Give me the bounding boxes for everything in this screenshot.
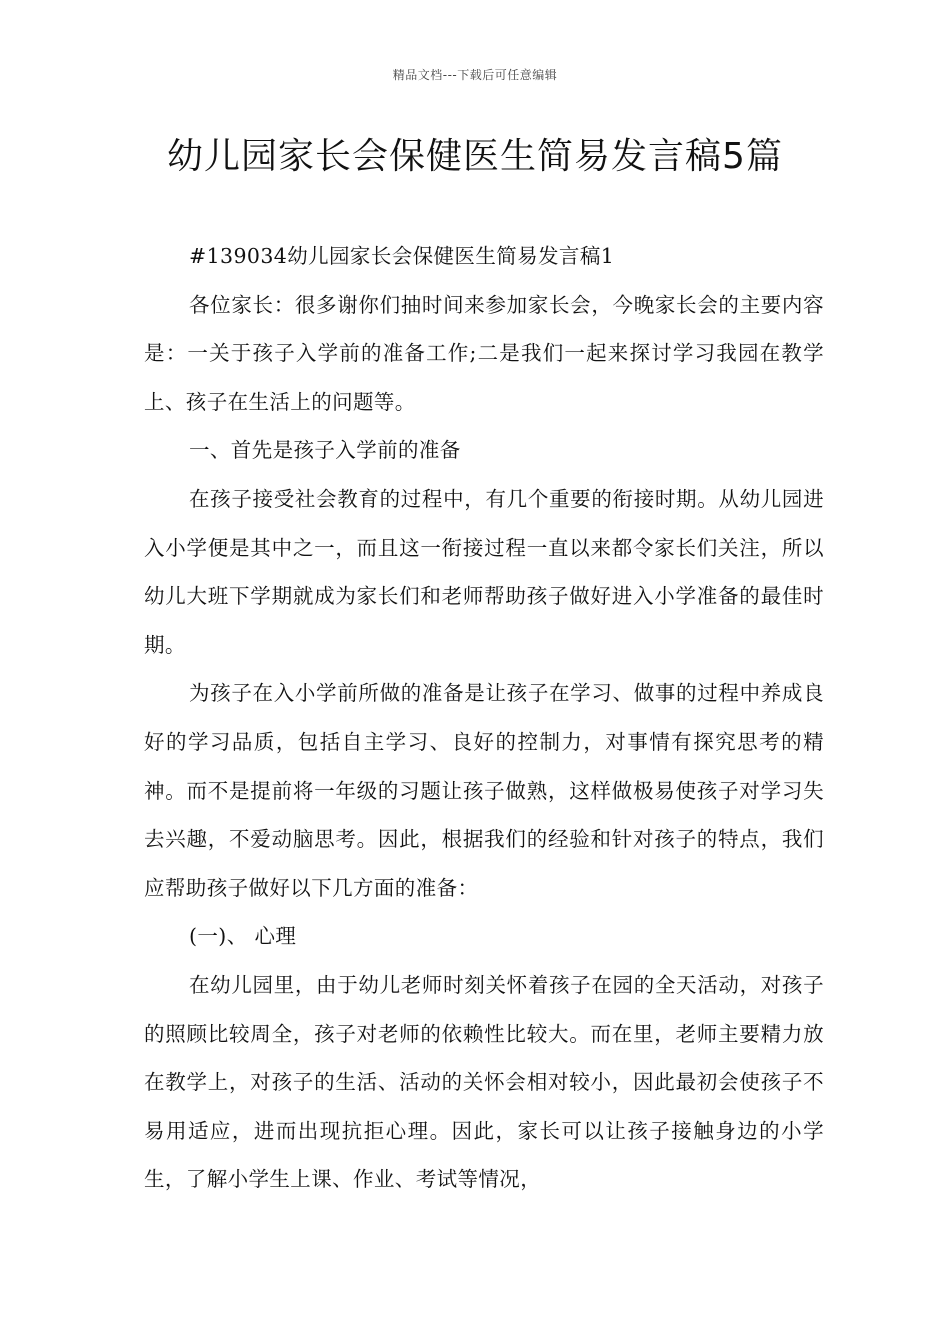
subheading-preparation: 一、首先是孩子入学前的准备 <box>189 438 461 463</box>
paragraph-greeting: 各位家长：很多谢你们抽时间来参加家长会，今晚家长会的主要内容是：一关于孩子入学前的准备工作;二是我们一起来探讨学习我园在教学上、孩子在生活上的问题等。 <box>144 292 824 414</box>
subheading-psychology: (一)、 心理 <box>189 924 297 949</box>
paragraph-learning-quality: 为孩子在入小学前所做的准备是让孩子在学习、做事的过程中养成良好的学习品质，包括自主学习、良好的控制力，对事情有探究思考的精神。而不是提前将一年级的习题让孩子做熟，这样做极易使孩子对学习失去兴趣，不爱动脑思考。因此，根据我们的经验和针对孩子的特点，我们应帮助孩子做好以下几方面的准备： <box>144 681 824 900</box>
paragraph-psychology: 在幼儿园里，由于幼儿老师时刻关怀着孩子在园的全天活动，对孩子的照顾比较周全，孩子对老师的依赖性比较大。而在里，老师主要精力放在教学上，对孩子的生活、活动的关怀会相对较小，因此最初会使孩子不易用适应，进而出现抗拒心理。因此，家长可以让孩子接触身边的小学生，了解小学生上课、作业、考试等情况， <box>144 972 824 1192</box>
document-title: 幼儿园家长会保健医生简易发言稿5篇 <box>167 136 783 177</box>
paragraph-transition: 在孩子接受社会教育的过程中，有几个重要的衔接时期。从幼儿园进入小学便是其中之一，而且这一衔接过程一直以来都令家长们关注，所以幼儿大班下学期就成为家长们和老师帮助孩子做好进入小学准备的最佳时期。 <box>144 486 824 657</box>
section-heading-1: #139034幼儿园家长会保健医生简易发言稿1 <box>189 244 615 268</box>
header-note: 精品文档---下载后可任意编辑 <box>392 68 558 82</box>
document-body <box>144 232 824 1204</box>
